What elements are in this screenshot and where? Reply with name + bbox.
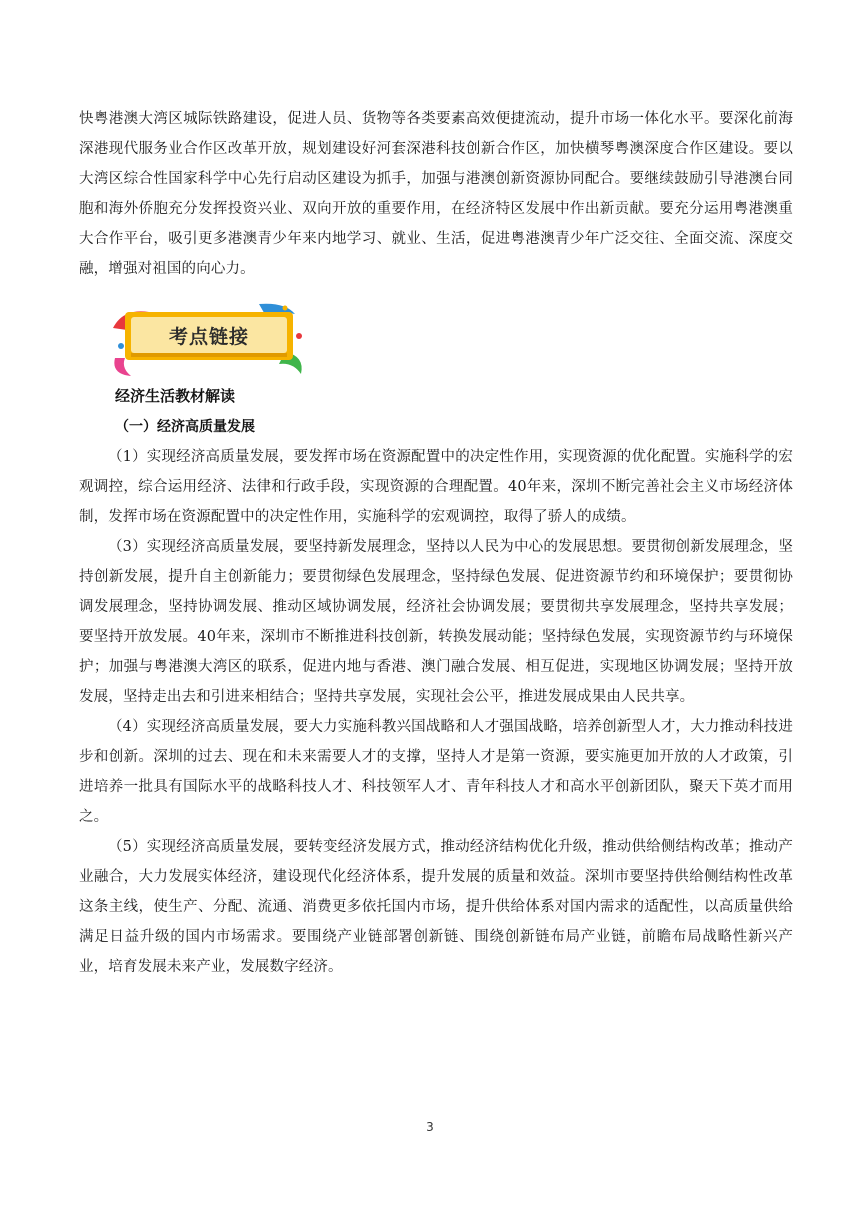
banner-shadow bbox=[131, 353, 287, 357]
section-heading: 经济生活教材解读 bbox=[115, 387, 236, 405]
paragraph-5: （5）实现经济高质量发展，要转变经济发展方式，推动经济结构优化升级，推动供给侧结构改革；推动产业融合，大力发展实体经济，建设现代化经济体系，提升发展的质量和效益。深圳市要坚持供给侧结构性改革这条主线，使生产、分配、流通、消费更多依托国内市场，提升供给体系对国内需求的适配性，以高质量供给满足日益升级的国内市场需求。要围绕产业链部署创新链、围绕创新链布局产业链，前瞻布局战略性新兴产业，培育发展未来产业，发展数字经济。 bbox=[79, 839, 793, 975]
paragraph-4: （4）实现经济高质量发展，要大力实施科教兴国战略和人才强国战略，培养创新型人才，大力推动科技进步和创新。深圳的过去、现在和未来需要人才的支撑，坚持人才是第一资源，要实施更加开放的人才政策，引进培养一批具有国际水平的战略科技人才、科技领军人才、青年科技人才和高水平创新团队，聚天下英才而用之。 bbox=[79, 719, 793, 825]
banner-splash-pink bbox=[114, 358, 131, 376]
section-banner bbox=[109, 300, 309, 380]
banner-label: 考点链接 bbox=[168, 326, 249, 348]
intro-paragraph: 快粤港澳大湾区城际铁路建设，促进人员、货物等各类要素高效便捷流动，提升市场一体化水平。要深化前海深港现代服务业合作区改革开放，规划建设好河套深港科技创新合作区，加快横琴粤澳深度合作区建设。要以大湾区综合性国家科学中心先行启动区建设为抓手，加强与港澳创新资源协同配合。要继续鼓励引导港澳台同胞和海外侨胞充分发挥投资兴业、双向开放的重要作用，在经济特区发展中作出新贡献。要充分运用粤港澳重大合作平台，吸引更多港澳青少年来内地学习、就业、生活，促进粤港澳青少年广泛交往、全面交流、深度交融，增强对祖国的向心力。 bbox=[79, 111, 793, 277]
page-content bbox=[79, 104, 793, 982]
page-number: 3 bbox=[426, 1120, 434, 1134]
banner-dot-blue bbox=[118, 343, 124, 349]
banner-dot-red bbox=[296, 333, 302, 339]
paragraph-3: （3）实现经济高质量发展，要坚持新发展理念，坚持以人民为中心的发展思想。要贯彻创新发展理念，坚持创新发展，提升自主创新能力；要贯彻绿色发展理念，坚持绿色发展、促进资源节约和环境保护；要贯彻协调发展理念，坚持协调发展、推动区域协调发展，经济社会协调发展；要贯彻共享发展理念，坚持共享发展；要坚持开放发展。40年来，深圳市不断推进科技创新，转换发展动能；坚持绿色发展，实现资源节约与环境保护；加强与粤港澳大湾区的联系，促进内地与香港、澳门融合发展、相互促进，实现地区协调发展；坚持开放发展，坚持走出去和引进来相结合；坚持共享发展，实现社会公平，推进发展成果由人民共享。 bbox=[79, 539, 793, 705]
paragraph-1: （1）实现经济高质量发展，要发挥市场在资源配置中的决定性作用，实现资源的优化配置。实施科学的宏观调控，综合运用经济、法律和行政手段，实现资源的合理配置。40年来，深圳不断完善社会主义市场经济体制，发挥市场在资源配置中的决定性作用，实施科学的宏观调控，取得了骄人的成绩。 bbox=[79, 449, 793, 525]
subheading: （一）经济高质量发展 bbox=[115, 419, 255, 435]
banner-dot-yellow bbox=[283, 306, 288, 311]
